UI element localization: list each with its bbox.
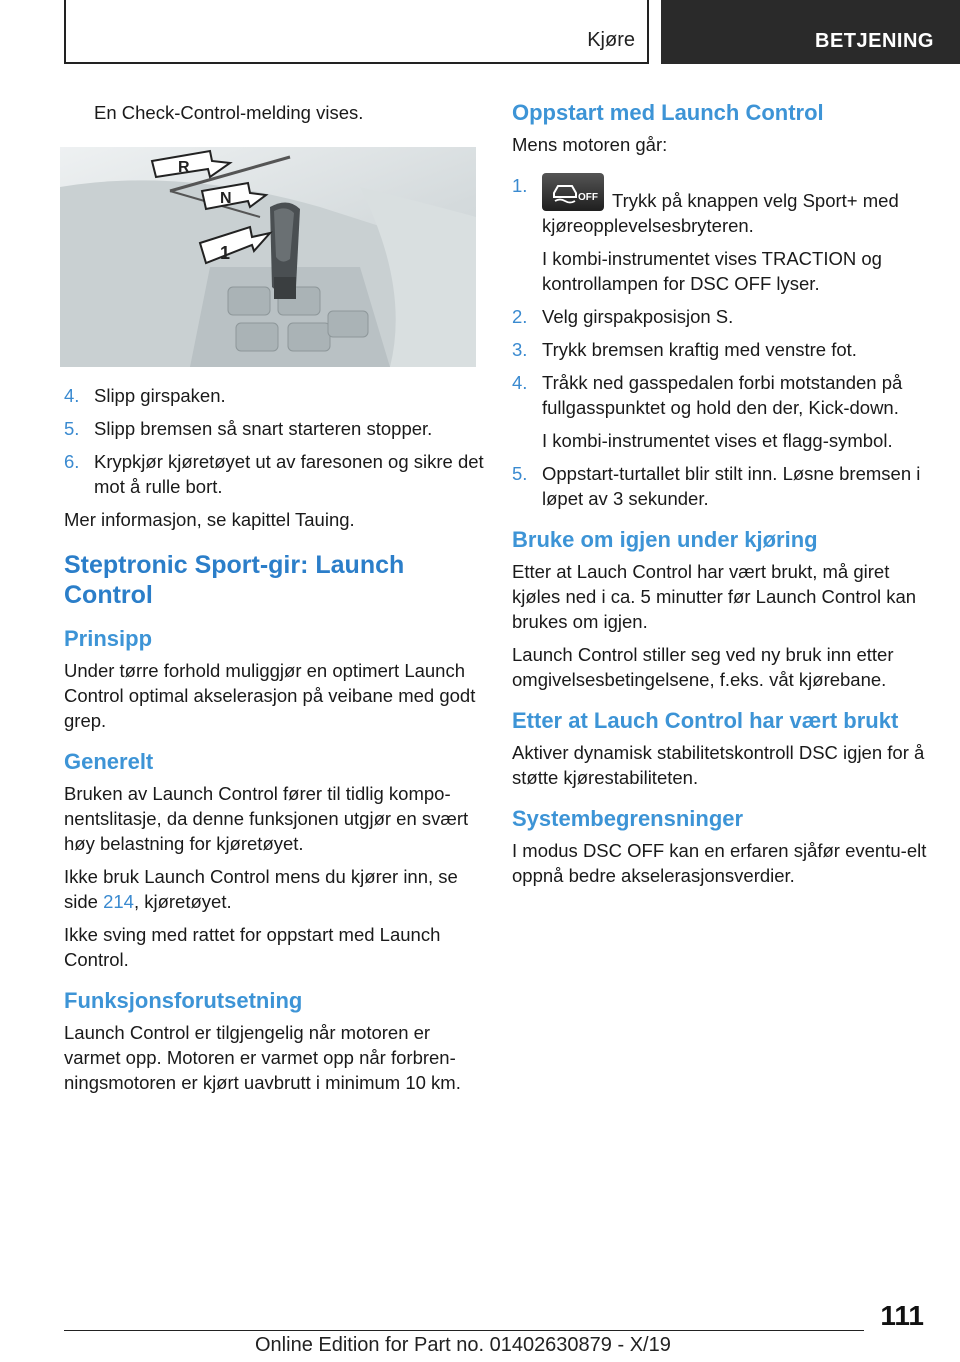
heading-prinsipp: Prinsipp xyxy=(64,626,153,651)
heading-bruke-om-igjen: Bruke om igjen under kjøring xyxy=(512,527,818,552)
header-section-tab xyxy=(64,0,649,64)
svg-text:N: N xyxy=(220,190,232,207)
bruke-text-2: Launch Control stiller seg ved ny bruk inn etter omgivelsesbetingelsene, f.eks. våt kjørebane. xyxy=(512,644,894,690)
step-item: 5. Oppstart-turtallet blir stilt inn. Løsne bremsen i løpet av 3 sekunder. xyxy=(512,463,921,509)
generelt-text-1: Bruken av Launch Control fører til tidlig kompo-nentslitasje, da denne funksjonen utgjør en svært høy belastning for kjøretøyet. xyxy=(64,783,469,854)
intro-text: En Check-Control-melding vises. xyxy=(94,102,364,123)
oppstart-intro: Mens motoren går: xyxy=(512,134,668,155)
dsc-off-button-icon: OFF xyxy=(542,173,604,211)
step-item: 3. Trykk bremsen kraftig med venstre fot. xyxy=(512,339,857,360)
gear-lever-illustration xyxy=(60,147,476,367)
edition-footer: Online Edition for Part no. 01402630879 - X/19 xyxy=(255,1334,671,1356)
step-item: 4. Slipp girspaken. xyxy=(64,385,226,406)
car-traction-icon xyxy=(550,181,580,205)
footer-divider xyxy=(64,1330,864,1331)
step-item: 6. Krypkjør kjøretøyet ut av faresonen og sikre det mot å rulle bort. xyxy=(64,451,484,497)
heading-systembegrensninger: Systembegrensninger xyxy=(512,806,744,831)
system-text: I modus DSC OFF kan en erfaren sjåfør eventu-elt oppnå bedre akselerasjonsverdier. xyxy=(512,840,927,886)
gear-selector-figure xyxy=(60,147,476,367)
left-column xyxy=(64,100,484,1103)
step-item: 1. OFF Trykk på knappen velg Sport+ med kjøreopplevelsesbryteren. xyxy=(512,175,899,236)
step-1-note: I kombi-instrumentet vises TRACTION og kontrollampen for DSC OFF lyser. xyxy=(542,248,882,294)
section-title: Kjøre xyxy=(587,29,635,51)
bruke-text-1: Etter at Lauch Control har vært brukt, må giret kjøles ned i ca. 5 minutter før Launch Control kan brukes om igjen. xyxy=(512,561,917,632)
funksjon-text: Launch Control er tilgjengelig når motoren er varmet opp. Motoren er varmet opp når forbren-ningsmotoren er kjørt uavbrutt i minimum 10 km. xyxy=(64,1022,461,1093)
chapter-title: BETJENING xyxy=(815,30,934,52)
etter-text: Aktiver dynamisk stabilitetskontroll DSC igjen for å støtte kjørestabiliteten. xyxy=(512,742,925,788)
figure-callout-number: 1 xyxy=(220,243,231,263)
step-item: 4. Tråkk ned gasspedalen forbi motstanden på fullgasspunktet og hold den der, Kick-down. xyxy=(512,372,903,418)
generelt-text-3: Ikke sving med rattet for oppstart med Launch Control. xyxy=(64,924,441,970)
svg-text:R: R xyxy=(178,159,190,176)
page-link[interactable]: 214 xyxy=(103,891,134,912)
step-4-note: I kombi-instrumentet vises et flagg-symbol. xyxy=(542,430,893,451)
page-number: 111 xyxy=(880,1300,924,1331)
generelt-text-2: Ikke bruk Launch Control mens du kjører inn, se side 214, kjøretøyet. xyxy=(64,866,458,912)
step-item: 2. Velg girspakposisjon S. xyxy=(512,306,734,327)
heading-launch-control: Steptronic Sport-gir: Launch Control xyxy=(64,551,405,609)
prinsipp-text: Under tørre forhold muliggjør en optimert Launch Control optimal akselerasjon på veibane med godt grep. xyxy=(64,660,476,731)
heading-etter-bruk: Etter at Lauch Control har vært brukt xyxy=(512,708,899,733)
right-column xyxy=(512,100,928,896)
step-item: 5. Slipp bremsen så snart starteren stopper. xyxy=(64,418,433,439)
header-chapter-tab xyxy=(661,0,960,64)
heading-funksjonsforutsetning: Funksjonsforutsetning xyxy=(64,988,303,1013)
heading-oppstart: Oppstart med Launch Control xyxy=(512,100,824,125)
heading-generelt: Generelt xyxy=(64,749,154,774)
more-info-text: Mer informasjon, se kapittel Tauing. xyxy=(64,509,355,530)
